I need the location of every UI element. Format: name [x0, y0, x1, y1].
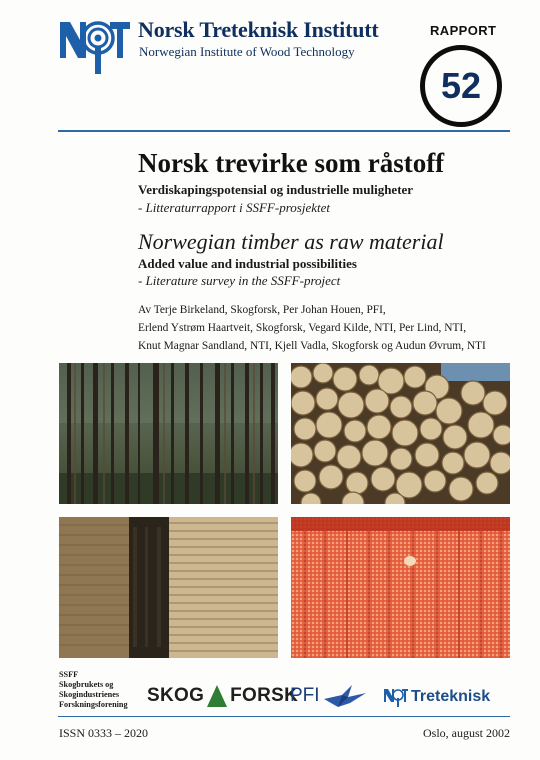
nti-logo-icon [58, 18, 132, 76]
subtitle-norwegian: Verdiskapingspotensial og industrielle muligheter [138, 182, 414, 197]
treteknisk-logo [384, 685, 490, 709]
skogforsk-logo [147, 682, 298, 710]
issn: ISSN 0333 – 2020 [59, 726, 149, 740]
author-list [138, 301, 486, 355]
subtitle-english: Added value and industrial possibilities [138, 256, 357, 271]
institute-subtitle: Norwegian Institute of Wood Technology [139, 44, 355, 59]
report-number-badge [420, 45, 502, 127]
institute-name: Norsk Treteknisk Institutt [138, 17, 379, 42]
title-english: Norwegian timber as raw material [138, 229, 444, 254]
ssff-line: Skogindustrienes [59, 690, 120, 699]
author-line: Av Terje Birkeland, Skogforsk, Per Johan Houen, PFI, [138, 304, 386, 316]
skogforsk-right: FORSK [230, 685, 299, 706]
lumber-stack-photo [59, 517, 278, 658]
ssff-line: SSFF [59, 670, 79, 679]
treteknisk-text: Treteknisk [411, 688, 491, 705]
report-number: 52 [440, 65, 482, 106]
ssff-line: Forskningsforening [59, 700, 128, 709]
skogforsk-left: SKOG [147, 685, 205, 706]
pfi-logo [290, 682, 366, 710]
forest-photo [59, 363, 278, 504]
bottom-divider [58, 716, 510, 717]
author-line: Knut Magnar Sandland, NTI, Kjell Vadla, Skogforsk og Audun Øvrum, NTI [138, 340, 486, 352]
subtitle2-norwegian: - Litteraturrapport i SSFF-prosjektet [138, 200, 330, 215]
ssff-logo [59, 670, 128, 710]
subtitle2-english: - Literature survey in the SSFF-project [138, 273, 341, 288]
paper-crane-icon [324, 683, 366, 709]
wood-micrograph-photo [291, 517, 510, 658]
pfi-text: PFI [290, 685, 320, 706]
report-label: RAPPORT [430, 23, 497, 38]
tree-triangle-icon [207, 685, 227, 707]
top-divider [58, 130, 510, 132]
place-date: Oslo, august 2002 [423, 726, 510, 740]
log-pile-photo [291, 363, 510, 504]
author-line: Erlend Ystrøm Haartveit, Skogforsk, Vegard Kilde, NTI, Per Lind, NTI, [138, 322, 467, 334]
title-norwegian: Norsk trevirke som råstoff [138, 148, 445, 178]
ssff-line: Skogbrukets og [59, 680, 114, 689]
nti-small-icon [384, 687, 408, 707]
